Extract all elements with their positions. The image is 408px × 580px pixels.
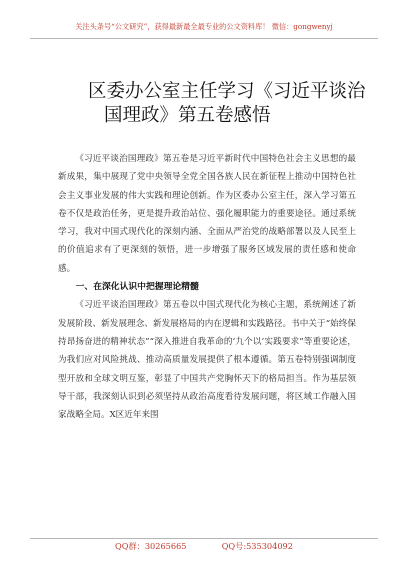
footer-contact xyxy=(0,541,408,552)
footer-qq-group: QQ群：30265665 xyxy=(115,541,187,551)
section-paragraph: 《习近平谈治国理政》第五卷以中国式现代化为核心主题，系统阐述了新发展阶段、新发展理念、新发展格局的内在逻辑和实践路径。书中关于“始终保持昂扬奋进的精神状态”“深入推进自我革命的‘九个以’实践要求”等重要论述，为我们应对风险挑战、推动高质量发展提供了根本遵循。第五卷特别强调制度型开放和全球文明互鉴，彰显了中国共产党胸怀天下的格局担当。作为基层领导干部，我深刻认识到必须坚持从政治高度看待发展问题，将区域工作融入国家战略全局。X区近年来围 xyxy=(58,300,356,421)
document-body xyxy=(58,150,356,424)
intro-paragraph: 《习近平谈治国理政》第五卷是习近平新时代中国特色社会主义思想的最新成果，集中展现了党中央领导全党全国各族人民在新征程上推动中国特色社会主义事业发展的伟大实践和理论创新。作为区委办公室主任，深入学习第五卷不仅是政治任务，更是提升政治站位、强化履职能力的重要途径。通过系统学习，我对中国式现代化的深刻内涵、全面从严治党的战略部署以及人民至上的价值追求有了更深刻的领悟，进一步增强了服务区域发展的责任感和使命感。 xyxy=(58,154,356,274)
footer-divider xyxy=(30,538,378,539)
document-title xyxy=(88,80,388,128)
title-line-2: 国理政》第五卷感悟 xyxy=(104,105,271,126)
section-heading: 一、在深化认识中把握理论精髓 xyxy=(75,282,199,293)
header-banner: 关注头条号“公文研究”，获得最新最全最专业的公文资料库！ 微信：gongwenyj xyxy=(75,22,333,31)
footer-qq-number: QQ号:535304092 xyxy=(221,541,293,551)
title-line-1: 区委办公室主任学习《习近平谈治 xyxy=(88,81,366,102)
header-divider xyxy=(30,38,378,39)
